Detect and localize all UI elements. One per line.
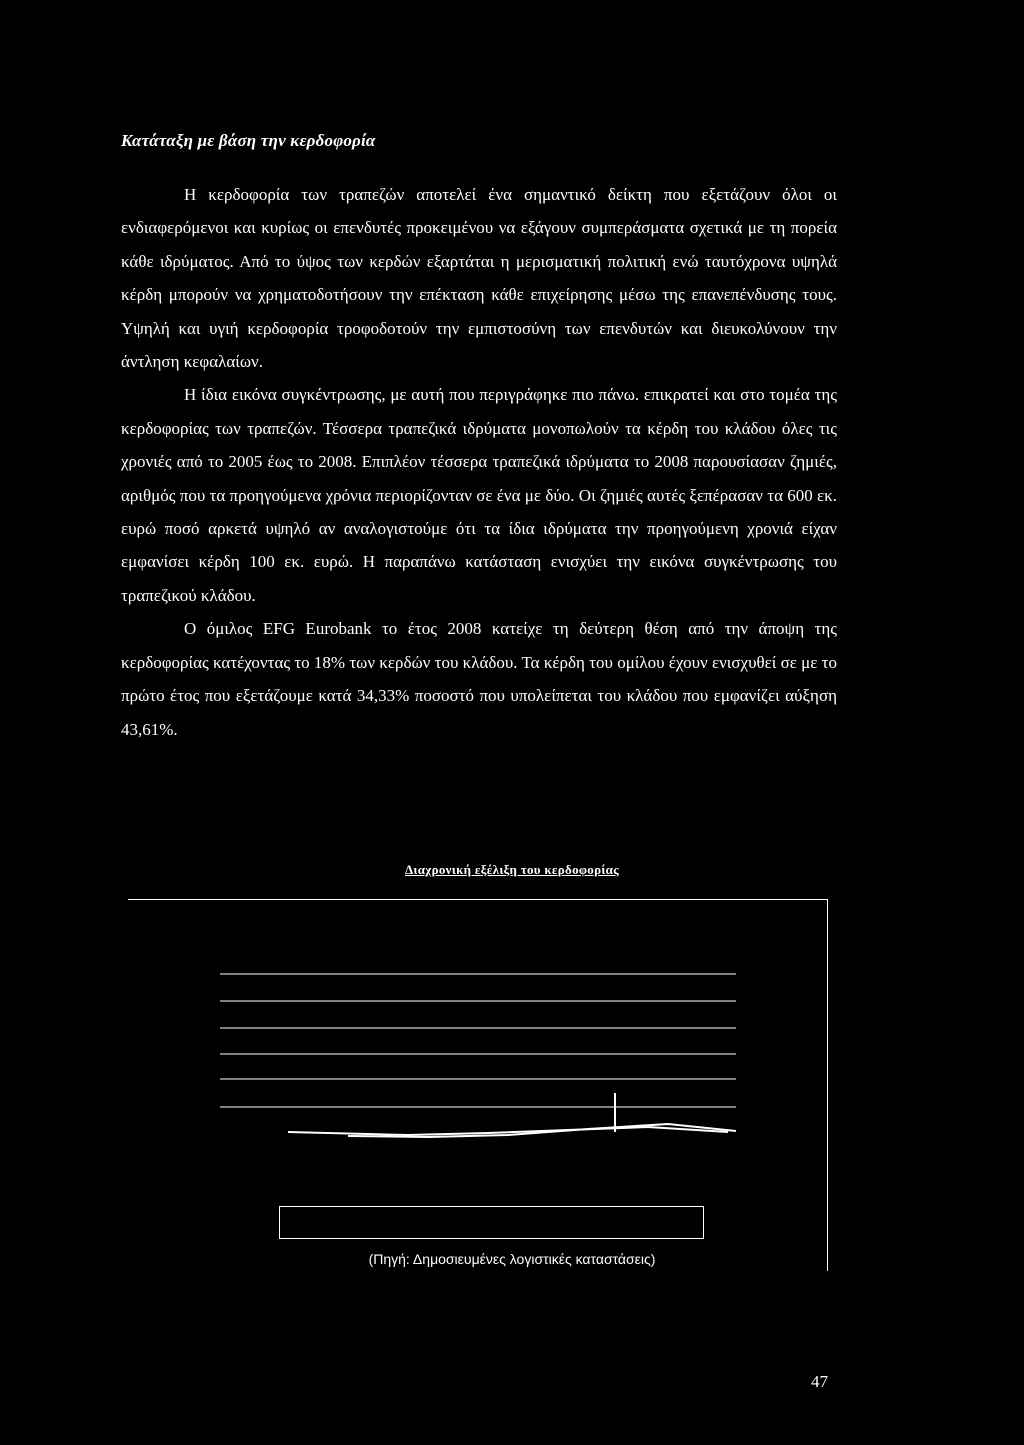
body-text	[121, 178, 837, 746]
page-number: 47	[811, 1372, 828, 1391]
series-line-a	[288, 1127, 728, 1135]
chart-title: Διαχρονική εξέλιξη του κερδοφορίας	[404, 862, 620, 877]
source-caption: (Πηγή: Δημοσιευμένες λογιστικές καταστάσεις)	[368, 1251, 656, 1267]
section-heading: Κατάταξη με βάση την κερδοφορία	[121, 131, 376, 150]
paragraph-concentration: Η ίδια εικόνα συγκέντρωσης, με αυτή που περιγράφηκε πιο πάνω. επικρατεί και στο τομέα της κερδοφορίας των τραπεζών. Τέσσερα τραπεζικά ιδρύματα μονοπωλούν τα κέρδη του κλάδου όλες τις χρονιές από το 2005 έως το 2008. Επιπλέον τέσσερα τραπεζικά ιδρύματα το 2008 παρουσίασαν ζημιές, αριθμός που τα προηγούμενα χρόνια περιορίζονταν σε ένα με δύο. Οι ζημιές αυτές ξεπέρασαν τα 600 εκ. ευρώ ποσό αρκετά υψηλό αν αναλογιστούμε ότι τα ίδια ιδρύματα την προηγούμενη χρονιά είχαν εμφανίσει κέρδη 100 εκ. ευρώ. Η παραπάνω κατάσταση ενισχύει την εικόνα συγκέντρωσης του τραπεζικού κλάδου.	[121, 385, 837, 605]
chart-series-lines	[288, 1093, 736, 1137]
paragraph-profitability-intro: Η κερδοφορία των τραπεζών αποτελεί ένα σημαντικό δείκτη που εξετάζουν όλοι οι ενδιαφερόμενοι και κυρίως οι επενδυτές προκειμένου να εξάγουν συμπεράσματα σχετικά με τη πορεία κάθε ιδρύματος. Από το ύψος των κερδών εξαρτάται η μερισματική πολιτική ενώ ταυτόχρονα υψηλά κέρδη μπορούν να χρηματοδοτήσουν την επέκταση κάθε επιχείρησης μέσω της επανεπένδυσης τους. Υψηλή και υγιή κερδοφορία τροφοδοτούν την εμπιστοσύνη των επενδυτών και διευκολύνουν την άντληση κεφαλαίων.	[121, 185, 837, 372]
chart-legend	[279, 1206, 704, 1239]
paragraph-efg-eurobank: Ο όμιλος EFG Eurobank το έτος 2008 κατείχε τη δεύτερη θέση από την άποψη της κερδοφορίας κατέχοντας το 18% των κερδών του κλάδου. Τα κέρδη του ομίλου έχουν ενισχυθεί σε με το πρώτο έτος που εξετάζουμε κατά 34,33% ποσοστό που υπολείπεται του κλάδου που εμφανίζει αύξηση 43,61%.	[121, 619, 837, 739]
chart-gridlines	[220, 974, 736, 1107]
